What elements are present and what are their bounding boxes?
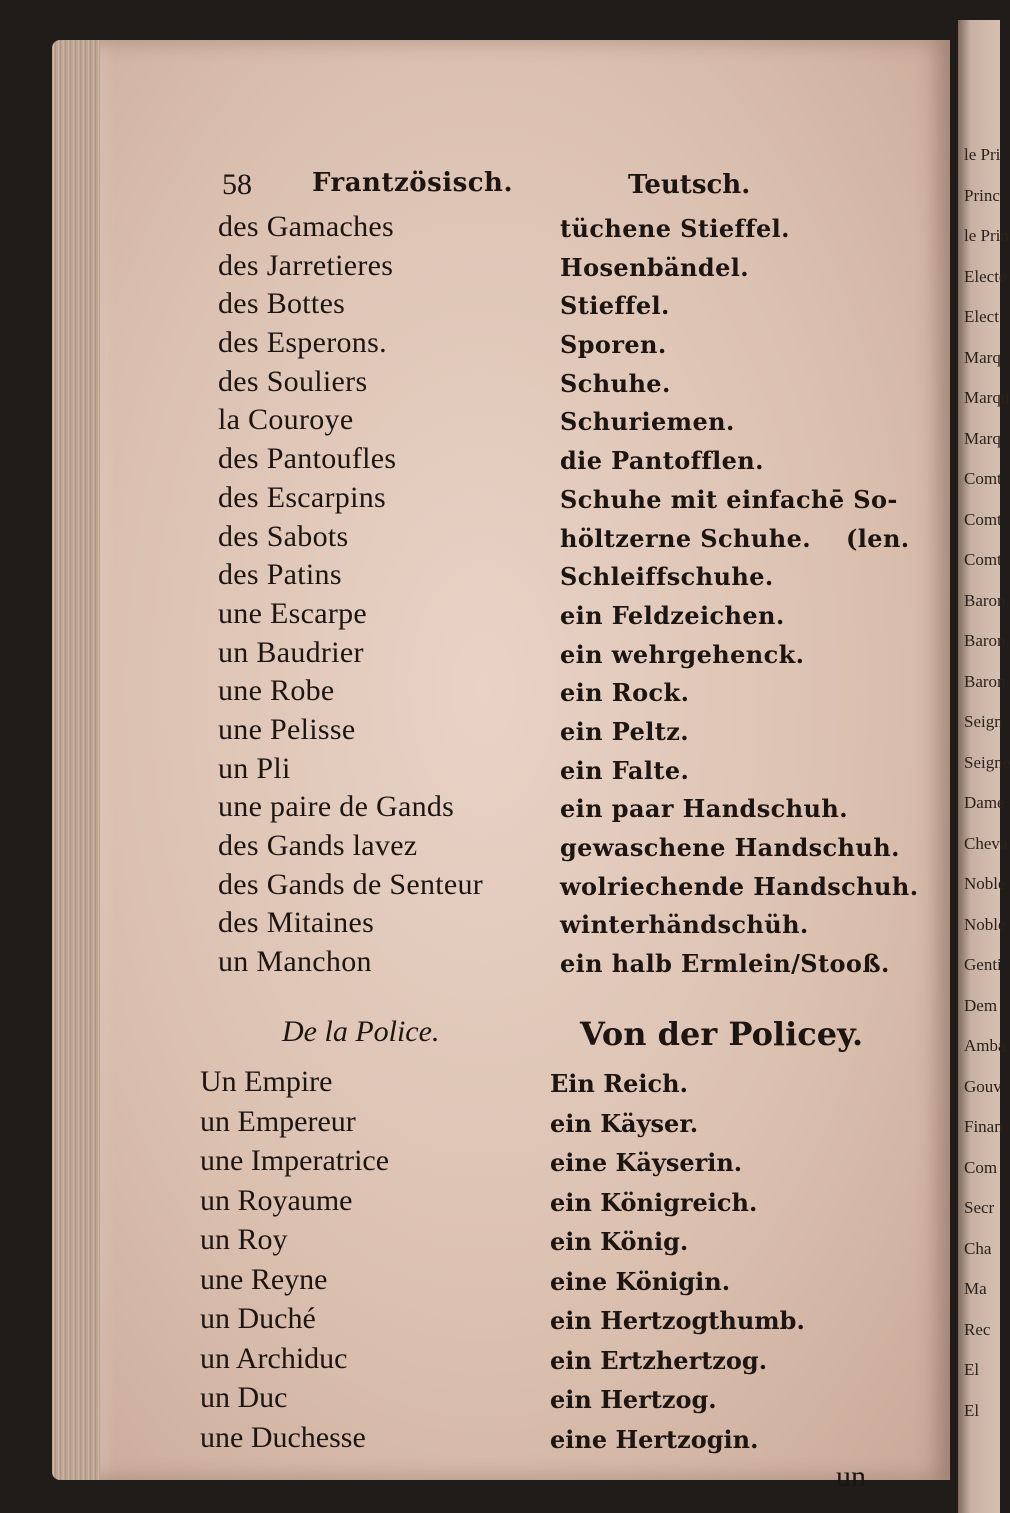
french-term: une Reyne xyxy=(200,1262,328,1296)
fragment: le Prin xyxy=(964,226,1009,245)
fragment: El xyxy=(964,1400,980,1420)
french-term: des Gands de Senteur xyxy=(218,867,484,901)
german-term: wolriechende Handschuh. xyxy=(560,871,919,901)
header-french-title: Frantzösisch. xyxy=(312,168,514,198)
fragment: Comt xyxy=(964,469,1002,488)
german-term: Ein Reich. xyxy=(550,1069,688,1098)
fragment: Genti xyxy=(964,955,1002,974)
french-term: un Pli xyxy=(218,751,291,785)
fragment: Dame xyxy=(964,793,1005,812)
french-term: des Gamaches xyxy=(218,210,395,243)
german-term: gewaschene Handschuh. xyxy=(560,833,900,862)
french-term: une Pelisse xyxy=(218,712,356,746)
german-term: ein Feldzeichen. xyxy=(560,600,785,630)
german-term: ein König. xyxy=(550,1227,689,1256)
french-term: des Escarpins xyxy=(218,480,387,514)
section-heading-german: Von der Policey. xyxy=(580,1015,864,1053)
german-term: ein halb Ermlein/Stooß. xyxy=(560,949,890,979)
french-term: des Jarretieres xyxy=(218,248,394,282)
fragment: Marq xyxy=(964,428,1001,448)
french-term: une Duchesse xyxy=(200,1420,366,1454)
facing-page-fragments xyxy=(964,135,1010,1431)
german-term: Hosenbändel. xyxy=(560,252,750,282)
fragment: Baron xyxy=(964,671,1006,691)
german-term: Schuhe mit einfachē So- xyxy=(560,484,898,514)
german-term: ein wehrgehenck. xyxy=(560,639,805,669)
facing-page-edge xyxy=(958,20,1010,1513)
header-german-title: Teutsch. xyxy=(628,170,751,200)
fragment: Cheva xyxy=(964,833,1008,853)
fragment: Noble xyxy=(964,874,1006,893)
french-term: un Duché xyxy=(200,1302,316,1335)
german-term: tüchene Stieffel. xyxy=(560,214,790,243)
fragment: Marq xyxy=(964,347,1001,367)
section-heading-french: De la Police. xyxy=(282,1015,440,1048)
german-term: ein Königreich. xyxy=(550,1187,758,1217)
fragment: El xyxy=(964,1360,980,1379)
french-term: une paire de Gands xyxy=(218,790,455,824)
french-term: une Escarpe xyxy=(218,596,368,630)
german-term: ein Käyser. xyxy=(550,1108,699,1138)
french-term: des Souliers xyxy=(218,364,368,398)
german-term: die Pantofflen. xyxy=(560,446,764,476)
french-term: un Roy xyxy=(200,1223,288,1256)
fragment: Amba xyxy=(964,1036,1006,1055)
german-term: Sporen. xyxy=(560,330,667,360)
german-term: ein Rock. xyxy=(560,678,690,708)
german-term: eine Hertzogin. xyxy=(550,1424,759,1454)
french-term: des Sabots xyxy=(218,519,349,553)
fragment: Secr xyxy=(964,1198,995,1217)
fragment: Comt xyxy=(964,550,1002,569)
fragment: Cha xyxy=(964,1238,992,1258)
catchword: un xyxy=(836,1460,866,1493)
french-term: des Bottes xyxy=(218,287,346,321)
german-term: ein Ertzhertzog. xyxy=(550,1345,768,1375)
german-term: winterhändschüh. xyxy=(560,910,809,940)
french-term: des Mitaines xyxy=(218,906,375,940)
german-term: eine Königin. xyxy=(550,1266,731,1296)
french-term: des Gands lavez xyxy=(218,829,418,862)
french-term: un Empereur xyxy=(200,1104,356,1138)
french-term: un Archiduc xyxy=(200,1341,348,1375)
fragment: Gouv xyxy=(964,1076,1002,1096)
german-term: Stieffel. xyxy=(560,291,670,321)
french-term: un Royaume xyxy=(200,1183,353,1217)
fragment: Ma xyxy=(964,1279,987,1298)
french-term: un Duc xyxy=(200,1381,288,1414)
fragment: Marqu xyxy=(964,388,1010,407)
fragment: Noble xyxy=(964,914,1006,934)
german-term: ein Peltz. xyxy=(560,716,690,746)
running-header xyxy=(100,168,950,208)
fragment: Rec xyxy=(964,1319,991,1339)
fragment: Com xyxy=(964,1157,998,1177)
french-term: un Manchon xyxy=(218,945,372,979)
fragment: Baron xyxy=(964,590,1006,610)
german-clothing-column xyxy=(560,210,930,984)
fragment: Seign xyxy=(964,712,1003,731)
fragment: Elect xyxy=(964,307,999,326)
fragment: Electe xyxy=(964,266,1007,286)
french-term: un Baudrier xyxy=(218,635,364,669)
french-police-column xyxy=(200,1062,560,1457)
german-term: Schuriemen. xyxy=(560,407,735,437)
page-number: 58 xyxy=(222,168,252,201)
french-term: une Imperatrice xyxy=(200,1144,390,1177)
german-term: eine Käyserin. xyxy=(550,1148,743,1177)
fragment: Baron xyxy=(964,631,1006,650)
german-term: ein paar Handschuh. xyxy=(560,794,848,824)
french-term: des Patins xyxy=(218,558,342,592)
french-term: des Esperons. xyxy=(218,326,387,360)
fragment: Dem xyxy=(964,995,998,1015)
german-term: ein Hertzog. xyxy=(550,1385,717,1414)
german-police-column xyxy=(550,1064,930,1459)
french-term: des Pantoufles xyxy=(218,442,397,476)
german-term: ein Hertzogthumb. xyxy=(550,1306,805,1335)
fragment: Princ xyxy=(964,185,1000,205)
french-clothing-column xyxy=(218,208,558,982)
fragment: Seigne xyxy=(964,752,1010,772)
french-term: Un Empire xyxy=(200,1065,333,1098)
fragment: le Pri xyxy=(964,145,1001,164)
german-term: ein Falte. xyxy=(560,755,690,785)
fragment: Finan xyxy=(964,1117,1003,1136)
german-term: höltzerne Schuhe. (len. xyxy=(560,523,910,553)
fragment: Comt xyxy=(964,509,1002,529)
book-page xyxy=(100,40,950,1493)
french-term: la Couroye xyxy=(218,403,354,437)
german-term: Schuhe. xyxy=(560,368,671,398)
french-term: une Robe xyxy=(218,674,335,708)
german-term: Schleiffschuhe. xyxy=(560,562,774,592)
